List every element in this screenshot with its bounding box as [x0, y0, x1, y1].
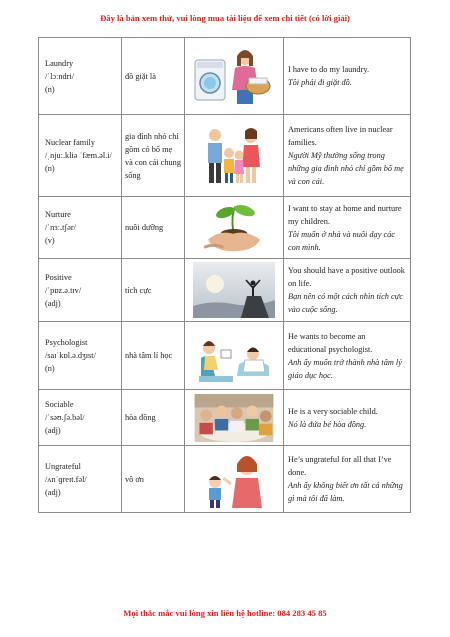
example-vietnamese: Bạn nên có một cách nhìn tích cực vào cuộc sống.: [288, 292, 403, 314]
example-vietnamese: Anh ấy không biết ơn tất cả những gì mà tôi đã làm.: [288, 481, 403, 503]
example-cell: [284, 446, 411, 513]
example-cell: [284, 259, 411, 322]
psychologist-session-illustration: [193, 328, 275, 384]
ipa: /ʌnˈɡreɪt.fəl/: [45, 474, 87, 484]
image-cell: [185, 197, 284, 259]
example-cell: [284, 38, 411, 115]
example-english: He is a very sociable child.: [288, 406, 378, 416]
part-of-speech: (n): [45, 164, 55, 173]
part-of-speech: (adj): [45, 426, 61, 435]
hands-with-sprout-photo: [193, 201, 275, 255]
word: Sociable: [45, 400, 74, 409]
ipa: /ˈnɜː.tʃər/: [45, 223, 76, 232]
person-on-cliff-photo: [193, 262, 275, 318]
part-of-speech: (v): [45, 236, 55, 245]
example-cell: [284, 322, 411, 390]
example-cell: [284, 197, 411, 259]
word: Nuclear family: [45, 138, 95, 147]
example-vietnamese: Tôi phải đi giặt đồ.: [288, 78, 352, 87]
word-cell: [39, 390, 122, 446]
example-cell: [284, 115, 411, 197]
meaning-cell: hòa đồng: [122, 390, 185, 446]
family-illustration: [193, 125, 275, 187]
meaning-cell: gia đình nhỏ chỉ gồm có bố mẹ và con cái chung sống: [122, 115, 185, 197]
word: Laundry: [45, 58, 74, 68]
word-cell: [39, 38, 122, 115]
table-row: [39, 115, 411, 197]
table-row: [39, 38, 411, 115]
meaning-cell: vô ơn: [122, 446, 185, 513]
hotline-footer: Mọi thắc mắc vui lòng xin liên hệ hotline: 084 283 45 85: [123, 608, 327, 618]
meaning-cell: đồ giặt là: [122, 38, 185, 115]
meaning-cell: tích cực: [122, 259, 185, 322]
table-row: [39, 446, 411, 513]
word-cell: [39, 115, 122, 197]
example-english: He’s ungrateful for all that I’ve done.: [288, 455, 392, 477]
word: Positive: [45, 272, 72, 282]
laundry-woman-illustration: [193, 46, 275, 106]
mother-and-child-illustration: [193, 450, 275, 508]
word-cell: [39, 322, 122, 390]
vocabulary-table: [38, 37, 411, 513]
ipa: /ˈpɒz.ə.tɪv/: [45, 285, 82, 295]
example-vietnamese: Người Mỹ thường sống trong những gia đình nhỏ chỉ gồm bố mẹ và con cái.: [288, 151, 404, 186]
word: Psychologist: [45, 338, 88, 347]
part-of-speech: (adj): [45, 487, 61, 497]
table-row: [39, 259, 411, 322]
ipa: /saɪˈkɒl.ə.dʒɪst/: [45, 351, 96, 360]
image-cell: [185, 259, 284, 322]
example-english: I have to do my laundry.: [288, 65, 370, 74]
part-of-speech: (n): [45, 364, 55, 373]
table-row: [39, 197, 411, 259]
example-vietnamese: Anh ấy muốn trở thành nhà tâm lý giáo dục học.: [288, 357, 402, 380]
word-cell: [39, 446, 122, 513]
example-english: I want to stay at home and nurture my children.: [288, 203, 402, 226]
image-cell: [185, 38, 284, 115]
example-vietnamese: Nó là đứa bé hòa đồng.: [288, 419, 367, 429]
word: Nurture: [45, 210, 71, 219]
image-cell: [185, 115, 284, 197]
word: Ungrateful: [45, 461, 81, 471]
part-of-speech: (adj): [45, 298, 61, 308]
image-cell: [185, 390, 284, 446]
image-cell: [185, 446, 284, 513]
example-english: He wants to become an educational psychologist.: [288, 331, 373, 354]
meaning-cell: nuôi dưỡng: [122, 197, 185, 259]
ipa: /ˌnjuː.kliə ˈfæm.əl.i/: [45, 151, 112, 160]
example-english: Americans often live in nuclear families.: [288, 125, 393, 147]
example-english: You should have a positive outlook on life.: [288, 266, 405, 288]
meaning-cell: nhà tâm lí học: [122, 322, 185, 390]
ipa: /ˈsəʊ.ʃə.bəl/: [45, 413, 85, 422]
table-row: [39, 390, 411, 446]
table-row: [39, 322, 411, 390]
word-cell: [39, 197, 122, 259]
word-cell: [39, 259, 122, 322]
image-cell: [185, 322, 284, 390]
ipa: /ˈlɔːndri/: [45, 71, 75, 81]
example-cell: [284, 390, 411, 446]
friends-group-photo: [193, 394, 275, 442]
preview-notice: Đây là bản xem thử, vui lòng mua tài liệu để xem chi tiết (có lời giải): [100, 13, 350, 23]
example-vietnamese: Tôi muốn ở nhà và nuôi dạy các con mình.: [288, 229, 395, 252]
part-of-speech: (n): [45, 84, 55, 94]
